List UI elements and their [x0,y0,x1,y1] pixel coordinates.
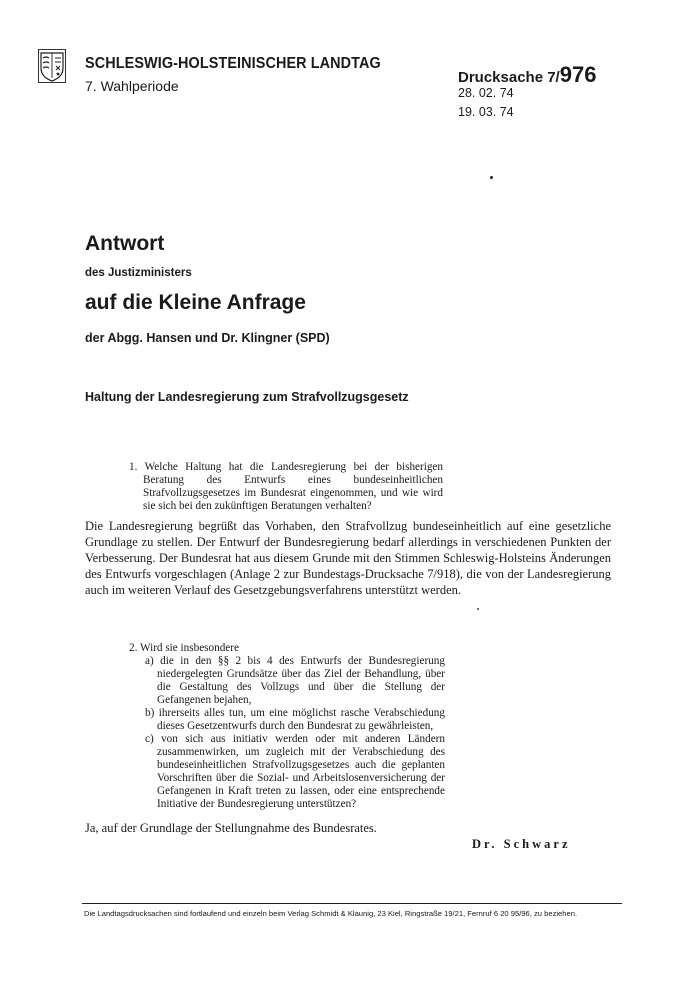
date-2: 19. 03. 74 [458,105,514,119]
issuer: des Justizministers [85,267,192,279]
date-1: 28. 02. 74 [458,86,514,100]
answer-1: Die Landesregierung begrüßt das Vorhaben, den Strafvollzug bundeseinheitlich auf eine gesetzliche Grundlage zu stellen. Der Entwurf der Bundesregierung bedarf allerdings in verschiedenen Punkten der Verbesserung. Der Bundesrat hat aus diesem Grunde mit den Stimmen Schleswig-Holsteins Änderungen des Entwurfs vorgeschlagen (Anlage 2 zur Bundestags-Drucksache 7/918), die von der Landesregierung auch im weiteren Verlauf des Gesetzgebungsverfahrens unterstützt werden. [85,519,611,597]
question-2-item-c: c) von sich aus initiativ werden oder mit anderen Ländern zusammenwirken, um zugleich mit der Verabschiedung des bundeseinheitlichen Strafvollzugsgesetzes auch die geplanten Vorschriften über die Sozial- und Arbeitslosenversicherung der Gefangenen in Kraft treten zu lassen, oder eine entsprechende Initiative der Bundesregierung unterstützen? [145,733,445,810]
question-2-intro: 2. Wird sie insbesondere [129,642,239,654]
question-1-text: 1. Welche Haltung hat die Landesregierung bei der bisherigen Beratung des Entwurfs eines bundeseinheitlichen Strafvollzugsgesetzes im Bundesrat eingenommen, und wie wird sie sich bei den zukünftigen Beratungen verhalten? [129,461,443,512]
question-2 [129,642,445,811]
scan-speck [490,176,493,179]
inquiry-authors: der Abgg. Hansen und Dr. Klingner (SPD) [85,331,330,345]
question-2-item-b: b) ihrerseits alles tun, um eine möglichst rasche Verabschiedung dieses Gesetzentwurfs durch den Bundesrat zu gewährleisten, [145,707,445,732]
document-type: Antwort [85,232,165,255]
footer-note: Die Landtagsdrucksachen sind fortlaufend und einzeln beim Verlag Schmidt & Klaunig, 23 Kiel, Ringstraße 19/21, Fernruf 6 20 95/96, zu beziehen. [84,909,578,918]
question-2-item-a: a) die in den §§ 2 bis 4 des Entwurfs der Bundesregierung niedergelegten Grundsätze über das Ziel der Behandlung, über die Gestaltung des Vollzugs und über die Stellung der Gefangenen bejahen, [145,655,445,706]
electoral-period: 7. Wahlperiode [85,78,179,94]
document-subtitle: auf die Kleine Anfrage [85,291,306,314]
drucksache-number: 976 [559,62,597,87]
footer-divider [82,903,622,904]
parliament-name: SCHLESWIG-HOLSTEINISCHER LANDTAG [85,55,381,72]
scan-speck [477,608,479,610]
signature: Dr. Schwarz [472,837,571,851]
drucksache-label [458,62,596,88]
coat-of-arms-icon [38,49,66,83]
drucksache-prefix: Drucksache 7/ [458,69,560,86]
document-topic: Haltung der Landesregierung zum Strafvollzugsgesetz [85,390,409,404]
question-1 [129,461,443,513]
answer-2: Ja, auf der Grundlage der Stellungnahme des Bundesrates. [85,821,377,835]
